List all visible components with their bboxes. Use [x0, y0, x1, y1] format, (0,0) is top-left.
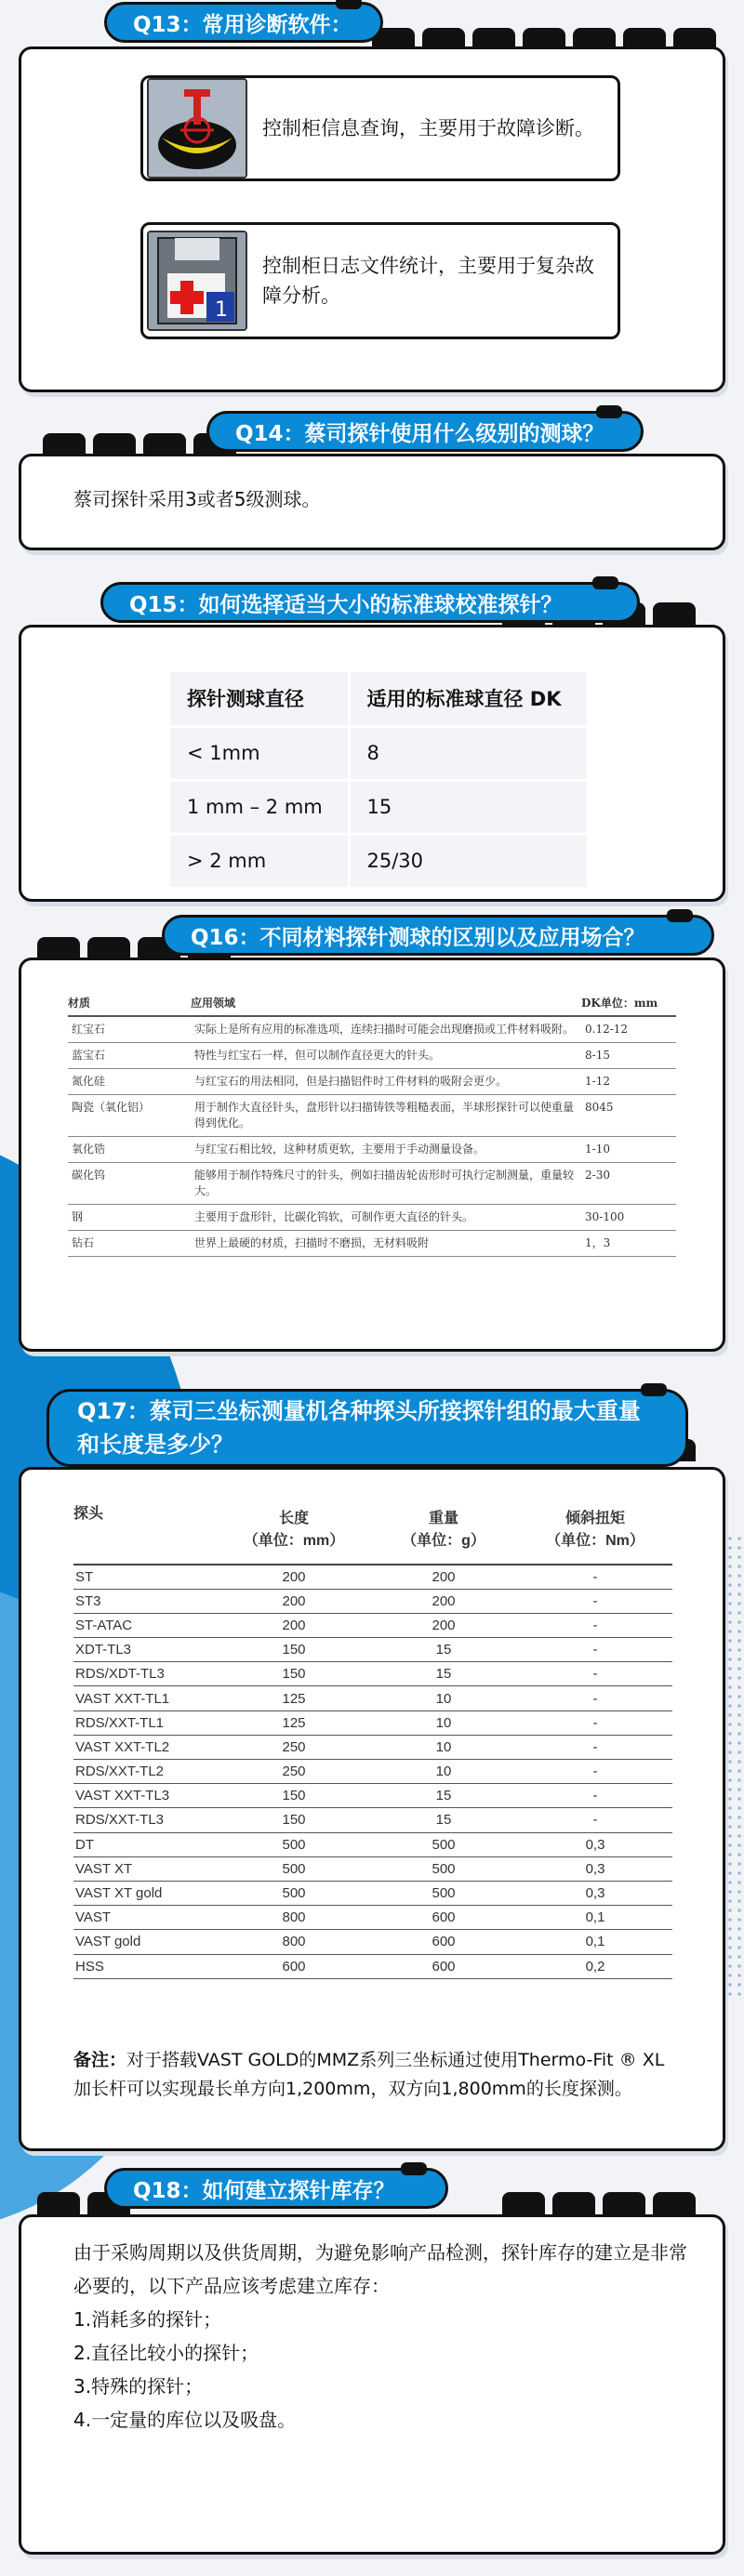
q16-title-text: Q16：不同材料探针测球的区别以及应用场合？: [191, 925, 645, 950]
q14-title: [206, 411, 644, 452]
q17-cell: 500: [219, 1832, 369, 1856]
q17-cell: -: [518, 1711, 672, 1735]
q15-cell: 1 mm – 2 mm: [170, 780, 349, 834]
q17-cell: DT: [73, 1832, 219, 1856]
q17-cell: -: [518, 1589, 672, 1613]
q17-cell: 150: [219, 1808, 369, 1832]
q16-cell: 1，3: [581, 1231, 676, 1257]
q14-title-text: Q14：蔡司探针使用什么级别的测球？: [235, 421, 604, 446]
q13-title-text: Q13：常用诊断软件：: [133, 12, 352, 37]
q17-cell: 10: [369, 1735, 518, 1759]
q17-row: [73, 1662, 672, 1686]
q17-row: [73, 1760, 672, 1784]
q15-table: [170, 672, 587, 890]
q17-cell: 200: [369, 1589, 518, 1613]
q16-row: [68, 1043, 676, 1069]
q15-title-text: Q15：如何选择适当大小的标准球校准探针？: [129, 592, 563, 617]
q17-cell: 200: [219, 1589, 369, 1613]
svg-text:1: 1: [215, 298, 228, 322]
q17-cell: 0,1: [518, 1930, 672, 1954]
q17-cell: 200: [219, 1565, 369, 1589]
q17-cell: 10: [369, 1760, 518, 1784]
q17-row: [73, 1638, 672, 1662]
q15-row: [170, 726, 587, 780]
q15-header-row: [170, 672, 587, 726]
q17-cell: 600: [369, 1954, 518, 1978]
q16-cell: 8-15: [581, 1043, 676, 1069]
q17-cell: 0,3: [518, 1832, 672, 1856]
q13-title: [104, 2, 383, 43]
q17-cell: VAST XXT-TL1: [73, 1686, 219, 1711]
tab-decoration: [502, 2192, 696, 2214]
q16-header-cell: DK单位：mm: [581, 990, 676, 1016]
q17-header-name: 探头: [73, 1506, 104, 1522]
q16-row: [68, 1163, 676, 1205]
q17-header-unit: （单位：mm）: [243, 1532, 345, 1549]
q15-cell: 15: [349, 780, 587, 834]
q17-note: [73, 2046, 678, 2104]
q15-cell: > 2 mm: [170, 834, 349, 888]
q17-card: [19, 1467, 725, 2151]
q17-cell: 800: [219, 1906, 369, 1930]
q17-cell: 15: [369, 1662, 518, 1686]
q13-item-text: 控制柜日志文件统计，主要用于复杂故障分析。: [262, 255, 594, 307]
q16-row: [68, 1069, 676, 1095]
q16-cell: 陶瓷（氧化铝）: [68, 1095, 191, 1137]
q17-row: [73, 1808, 672, 1832]
diagnostic-target-icon: [147, 78, 247, 178]
q17-cell: 0,1: [518, 1906, 672, 1930]
q17-cell: 150: [219, 1638, 369, 1662]
q17-cell: 500: [369, 1881, 518, 1905]
q17-cell: 500: [219, 1881, 369, 1905]
q15-card: [19, 625, 725, 902]
q16-cell: 特性与红宝石一样，但可以制作直径更大的针头。: [191, 1043, 581, 1069]
q18-list-item: 3.特殊的探针；: [73, 2375, 204, 2398]
q17-cell: ST-ATAC: [73, 1613, 219, 1637]
q17-cell: -: [518, 1686, 672, 1711]
q17-cell: -: [518, 1808, 672, 1832]
q17-cell: 15: [369, 1808, 518, 1832]
q17-cell: VAST: [73, 1906, 219, 1930]
q17-cell: 150: [219, 1662, 369, 1686]
q17-row: [73, 1930, 672, 1954]
q16-card: [19, 958, 725, 1352]
q17-cell: 800: [219, 1930, 369, 1954]
q16-row: [68, 1095, 676, 1137]
q17-cell: -: [518, 1565, 672, 1589]
q17-row: [73, 1784, 672, 1808]
q17-row: [73, 1686, 672, 1711]
q16-cell: 用于制作大直径针头，盘形针以扫描铸铁等粗糙表面，半球形探针可以使重量得到优化。: [191, 1095, 581, 1137]
q16-cell: 氮化硅: [68, 1069, 191, 1095]
q17-header-row: [73, 1496, 672, 1565]
q17-cell: -: [518, 1735, 672, 1759]
q15-cell: 25/30: [349, 834, 587, 888]
q17-header-name: 重量: [428, 1510, 458, 1526]
q17-cell: 10: [369, 1711, 518, 1735]
q17-cell: RDS/XXT-TL3: [73, 1808, 219, 1832]
q16-cell: 与红宝石相比较，这种材质更软，主要用于手动测量设备。: [191, 1137, 581, 1163]
q18-title-text: Q18：如何建立探针库存？: [133, 2178, 395, 2203]
q16-cell: 主要用于盘形针，比碳化钨软，可制作更大直径的针头。: [191, 1205, 581, 1231]
q15-cell: < 1mm: [170, 726, 349, 780]
q17-header-cell: [369, 1496, 518, 1565]
q17-row: [73, 1589, 672, 1613]
q17-header-cell: [219, 1496, 369, 1565]
q17-cell: 250: [219, 1735, 369, 1759]
q17-row: [73, 1881, 672, 1905]
q16-cell: 1-10: [581, 1137, 676, 1163]
q18-body: [73, 2236, 687, 2437]
q16-header-cell: 材质: [68, 990, 191, 1016]
q17-title: [46, 1389, 688, 1467]
q15-cell: 8: [349, 726, 587, 780]
q17-cell: VAST gold: [73, 1930, 219, 1954]
q17-cell: 10: [369, 1686, 518, 1711]
q17-header-unit: （单位：Nm）: [546, 1532, 644, 1549]
q17-cell: -: [518, 1662, 672, 1686]
q17-cell: ST: [73, 1565, 219, 1589]
q17-cell: -: [518, 1613, 672, 1637]
q17-cell: VAST XXT-TL3: [73, 1784, 219, 1808]
q15-header-cell: 适用的标准球直径 DK: [349, 672, 587, 726]
q16-row: [68, 1137, 676, 1163]
q17-table-body: [73, 1565, 672, 1978]
q16-title: [162, 915, 714, 956]
q16-table: [68, 990, 676, 1257]
q17-cell: 500: [219, 1856, 369, 1881]
q16-cell: 碳化钨: [68, 1163, 191, 1205]
q17-cell: 600: [369, 1906, 518, 1930]
q14-text: 蔡司探针采用3或者5级测球。: [73, 488, 321, 510]
q16-cell: 钢: [68, 1205, 191, 1231]
q17-row: [73, 1906, 672, 1930]
q17-row: [73, 1711, 672, 1735]
q16-cell: 能够用于制作特殊尺寸的针头，例如扫描齿轮齿形时可执行定制测量，重量较大。: [191, 1163, 581, 1205]
q17-cell: -: [518, 1638, 672, 1662]
q15-row: [170, 780, 587, 834]
q17-cell: -: [518, 1760, 672, 1784]
q16-cell: 实际上是所有应用的标准选项，连续扫描时可能会出现磨损或工件材料吸附。: [191, 1016, 581, 1043]
q18-list-item: 2.直径比较小的探针；: [73, 2342, 259, 2364]
q17-cell: 125: [219, 1711, 369, 1735]
q16-cell: 0.12-12: [581, 1016, 676, 1043]
q17-row: [73, 1954, 672, 1978]
q17-header-unit: （单位：g）: [402, 1532, 485, 1549]
q13-card: [19, 46, 725, 392]
q16-cell: 8045: [581, 1095, 676, 1137]
q17-cell: 150: [219, 1784, 369, 1808]
q16-cell: 与红宝石的用法相同，但是扫描铝件时工件材料的吸附会更少。: [191, 1069, 581, 1095]
q17-cell: VAST XXT-TL2: [73, 1735, 219, 1759]
q17-row: [73, 1613, 672, 1637]
q17-cell: 125: [219, 1686, 369, 1711]
q17-cell: 600: [369, 1930, 518, 1954]
q16-row: [68, 1205, 676, 1231]
q14-card: [19, 454, 725, 550]
q16-cell: 1-12: [581, 1069, 676, 1095]
q17-row: [73, 1735, 672, 1759]
q15-title: [100, 582, 640, 623]
q17-header-cell: [518, 1496, 672, 1565]
q17-cell: VAST XT: [73, 1856, 219, 1881]
q16-cell: 蓝宝石: [68, 1043, 191, 1069]
q17-cell: RDS/XDT-TL3: [73, 1662, 219, 1686]
q17-table: [73, 1496, 672, 1979]
q17-cell: ST3: [73, 1589, 219, 1613]
q17-cell: 500: [369, 1832, 518, 1856]
q17-header-name: 倾斜扭矩: [565, 1510, 625, 1526]
q13-item: [140, 75, 620, 181]
q17-cell: 250: [219, 1760, 369, 1784]
q18-card: [19, 2214, 725, 2555]
q16-cell: 2-30: [581, 1163, 676, 1205]
q17-header-name: 长度: [278, 1510, 309, 1526]
q17-cell: 0,3: [518, 1881, 672, 1905]
q18-intro: 由于采购周期以及供货周期，为避免影响产品检测，探针库存的建立是非常必要的，以下产品应该考虑建立库存：: [73, 2241, 687, 2297]
q17-title-text: Q17：蔡司三坐标测量机各种探头所接探针组的最大重量和长度是多少？: [77, 1398, 641, 1458]
q16-row: [68, 1016, 676, 1043]
q13-item: [140, 222, 620, 339]
q17-cell: 500: [369, 1856, 518, 1881]
q17-cell: 15: [369, 1638, 518, 1662]
q15-header-cell: 探针测球直径: [170, 672, 349, 726]
q17-cell: VAST XT gold: [73, 1881, 219, 1905]
q17-cell: 0,3: [518, 1856, 672, 1881]
q17-cell: 200: [219, 1613, 369, 1637]
q17-header-cell: [73, 1496, 219, 1565]
q16-cell: 氧化锆: [68, 1137, 191, 1163]
q17-row: [73, 1565, 672, 1589]
q17-cell: 600: [219, 1954, 369, 1978]
q16-row: [68, 1231, 676, 1257]
q17-cell: 200: [369, 1613, 518, 1637]
q17-cell: RDS/XXT-TL1: [73, 1711, 219, 1735]
q17-cell: HSS: [73, 1954, 219, 1978]
q16-cell: 红宝石: [68, 1016, 191, 1043]
q17-note-label: 备注：: [73, 2050, 127, 2070]
q17-cell: XDT-TL3: [73, 1638, 219, 1662]
q16-header-row: [68, 990, 676, 1016]
q17-row: [73, 1832, 672, 1856]
q17-cell: RDS/XXT-TL2: [73, 1760, 219, 1784]
q18-list-item: 4.一定量的库位以及吸盘。: [73, 2409, 297, 2431]
q15-row: [170, 834, 587, 888]
q16-header-cell: 应用领域: [191, 990, 581, 1016]
q18-list-item: 1.消耗多的探针；: [73, 2308, 222, 2331]
q18-title: [104, 2168, 448, 2209]
q17-note-text: 对于搭载VAST GOLD的MMZ系列三坐标通过使用Thermo-Fit ® XL 加长杆可以实现最长单方向1,200mm，双方向1,800mm的长度探测。: [73, 2050, 665, 2099]
q17-cell: 15: [369, 1784, 518, 1808]
q17-cell: -: [518, 1784, 672, 1808]
q16-cell: 世界上最硬的材质，扫描时不磨损，无材料吸附: [191, 1231, 581, 1257]
q17-cell: 200: [369, 1565, 518, 1589]
q16-cell: 30-100: [581, 1205, 676, 1231]
q17-cell: 0,2: [518, 1954, 672, 1978]
q13-item-text: 控制柜信息查询，主要用于故障诊断。: [262, 117, 594, 139]
q17-row: [73, 1856, 672, 1881]
q16-cell: 钻石: [68, 1231, 191, 1257]
log-file-statistics-icon: [147, 231, 247, 331]
